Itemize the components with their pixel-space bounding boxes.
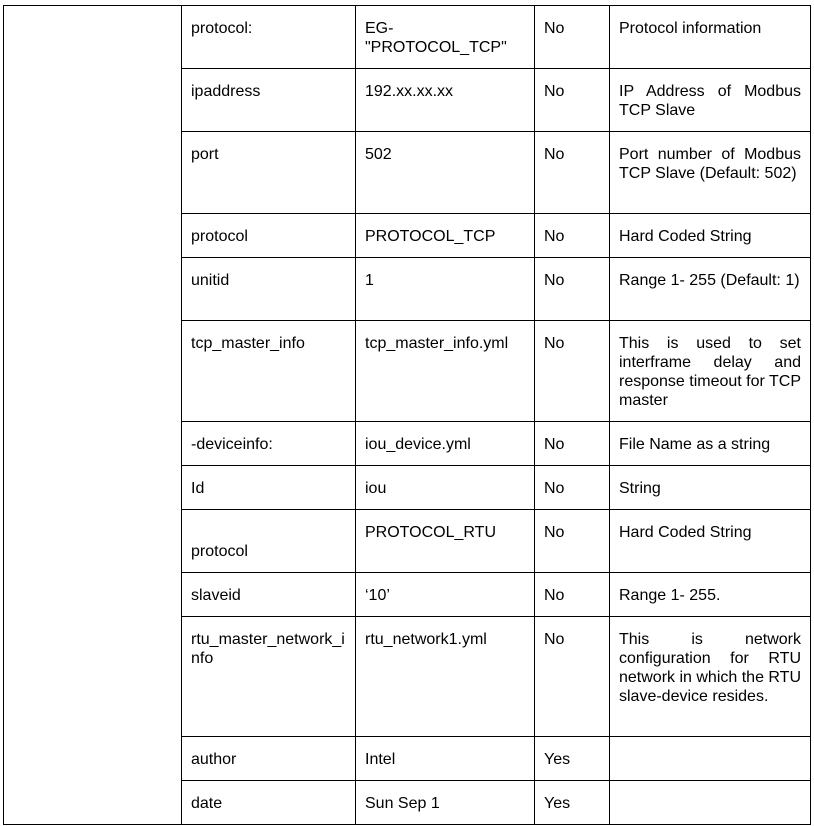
value-cell: iou xyxy=(356,466,535,510)
param-cell: author xyxy=(182,737,356,781)
description-cell: Port number of Modbus TCP Slave (Default: 502) xyxy=(610,132,811,214)
description-cell: Range 1- 255 (Default: 1) xyxy=(610,258,811,321)
value-cell: 502 xyxy=(356,132,535,214)
value-cell: EG-"PROTOCOL_TCP" xyxy=(356,6,535,69)
mandatory-cell: No xyxy=(535,258,610,321)
param-cell: tcp_master_info xyxy=(182,321,356,422)
table-row xyxy=(4,6,811,69)
value-cell: 1 xyxy=(356,258,535,321)
description-cell: File Name as a string xyxy=(610,422,811,466)
param-cell: rtu_master_network_info xyxy=(182,617,356,737)
param-cell: protocol xyxy=(182,510,356,573)
config-parameter-table xyxy=(3,5,811,825)
mandatory-cell: No xyxy=(535,617,610,737)
value-cell: Intel xyxy=(356,737,535,781)
value-cell: 192.xx.xx.xx xyxy=(356,69,535,132)
param-cell: Id xyxy=(182,466,356,510)
value-cell: ‘10’ xyxy=(356,573,535,617)
mandatory-cell: Yes xyxy=(535,737,610,781)
param-cell: port xyxy=(182,132,356,214)
value-cell: rtu_network1.yml xyxy=(356,617,535,737)
description-cell: Range 1- 255. xyxy=(610,573,811,617)
mandatory-cell: No xyxy=(535,510,610,573)
mandatory-cell: No xyxy=(535,466,610,510)
description-cell: This is used to set interframe delay and response timeout for TCP master xyxy=(610,321,811,422)
value-cell: Sun Sep 1 xyxy=(356,781,535,825)
parent-parameter-cell xyxy=(4,6,182,825)
description-cell: Protocol information xyxy=(610,6,811,69)
description-cell: IP Address of Modbus TCP Slave xyxy=(610,69,811,132)
description-cell: Hard Coded String xyxy=(610,214,811,258)
param-cell: -deviceinfo: xyxy=(182,422,356,466)
mandatory-cell: No xyxy=(535,6,610,69)
value-cell: tcp_master_info.yml xyxy=(356,321,535,422)
param-cell: protocol xyxy=(182,214,356,258)
param-cell: protocol: xyxy=(182,6,356,69)
description-cell: Hard Coded String xyxy=(610,510,811,573)
mandatory-cell: Yes xyxy=(535,781,610,825)
mandatory-cell: No xyxy=(535,422,610,466)
param-cell: date xyxy=(182,781,356,825)
value-cell: iou_device.yml xyxy=(356,422,535,466)
param-cell: unitid xyxy=(182,258,356,321)
description-cell xyxy=(610,781,811,825)
mandatory-cell: No xyxy=(535,132,610,214)
description-cell: String xyxy=(610,466,811,510)
mandatory-cell: No xyxy=(535,214,610,258)
param-cell: slaveid xyxy=(182,573,356,617)
value-cell: PROTOCOL_RTU xyxy=(356,510,535,573)
mandatory-cell: No xyxy=(535,69,610,132)
value-cell: PROTOCOL_TCP xyxy=(356,214,535,258)
description-cell: This is network configuration for RTU network in which the RTU slave-device resides. xyxy=(610,617,811,737)
mandatory-cell: No xyxy=(535,573,610,617)
mandatory-cell: No xyxy=(535,321,610,422)
param-cell: ipaddress xyxy=(182,69,356,132)
description-cell xyxy=(610,737,811,781)
